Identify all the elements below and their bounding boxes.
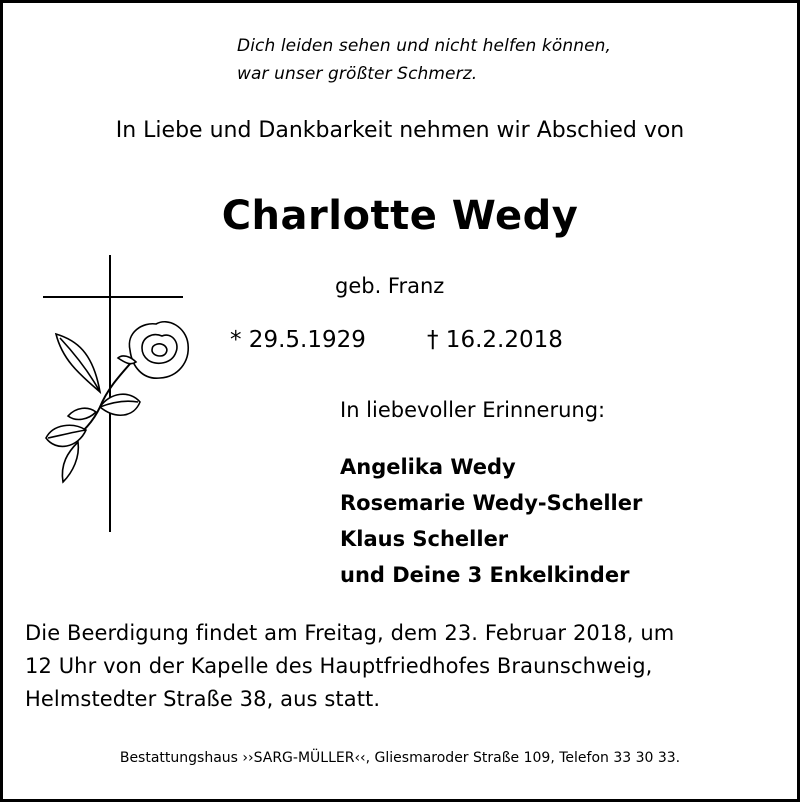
mourner-name: und Deine 3 Enkelkinder — [340, 563, 630, 587]
memory-heading: In liebevoller Erinnerung: — [340, 398, 606, 422]
birth-date: * 29.5.1929 — [230, 327, 366, 353]
funeral-line: 12 Uhr von der Kapelle des Hauptfriedhofes Braunschweig, — [25, 654, 653, 678]
intro-text: In Liebe und Dankbarkeit nehmen wir Abschied von — [115, 118, 685, 143]
motto-line-2: war unser größter Schmerz. — [237, 64, 478, 84]
motto-line-1: Dich leiden sehen und nicht helfen können, — [237, 36, 612, 56]
mourners-list — [340, 449, 642, 593]
maiden-name: geb. Franz — [335, 274, 445, 298]
funeral-notice — [25, 617, 674, 716]
funeral-line: Die Beerdigung findet am Freitag, dem 23. Februar 2018, um — [25, 621, 675, 645]
mourner-name: Klaus Scheller — [340, 527, 509, 551]
funeral-home-footer: Bestattungshaus ››SARG-MÜLLER‹‹, Gliesmaroder Straße 109, Telefon 33 30 33. — [119, 750, 681, 766]
mourner-name: Rosemarie Wedy-Scheller — [340, 491, 643, 515]
mourner-name: Angelika Wedy — [340, 455, 516, 479]
death-date: † 16.2.2018 — [427, 327, 563, 353]
motto-quote — [237, 32, 611, 88]
funeral-line: Helmstedter Straße 38, aus statt. — [25, 687, 381, 711]
deceased-name: Charlotte Wedy — [221, 193, 579, 239]
cross-with-rose-icon — [38, 252, 198, 542]
